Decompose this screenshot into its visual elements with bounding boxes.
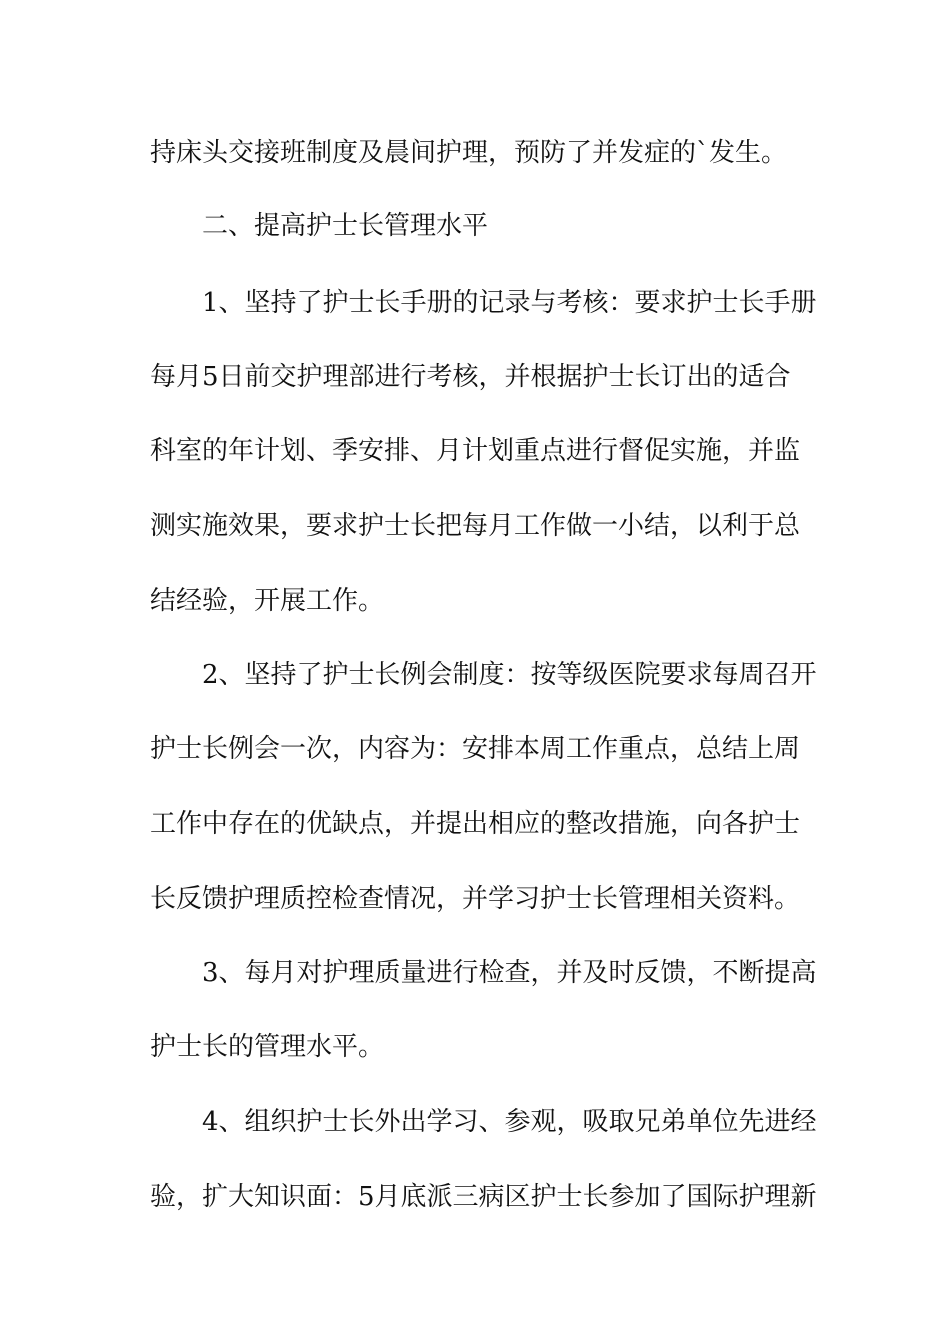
paragraph-line: 持床头交接班制度及晨间护理，预防了并发症的`发生。 [150, 138, 788, 168]
paragraph-line: 4、组织护士长外出学习、参观，吸取兄弟单位先进经 [202, 1107, 817, 1137]
paragraph-line: 护士长例会一次，内容为：安排本周工作重点，总结上周 [150, 734, 801, 764]
paragraph-line: 2、坚持了护士长例会制度：按等级医院要求每周召开 [202, 660, 817, 690]
paragraph-line: 结经验，开展工作。 [150, 586, 385, 616]
paragraph-line: 长反馈护理质控检查情况，并学习护士长管理相关资料。 [150, 884, 801, 914]
paragraph-line: 验，扩大知识面：5月底派三病区护士长参加了国际护理新 [150, 1182, 817, 1212]
paragraph-line: 测实施效果，要求护士长把每月工作做一小结，以利于总 [150, 511, 801, 541]
paragraph-line: 每月5日前交护理部进行考核，并根据护士长订出的适合 [150, 362, 791, 392]
paragraph-line: 科室的年计划、季安排、月计划重点进行督促实施，并监 [150, 436, 801, 466]
section-heading: 二、提高护士长管理水平 [202, 211, 489, 241]
paragraph-line: 护士长的管理水平。 [150, 1032, 385, 1062]
paragraph-line: 1、坚持了护士长手册的记录与考核：要求护士长手册 [202, 288, 817, 318]
paragraph-line: 工作中存在的优缺点，并提出相应的整改措施，向各护士 [150, 809, 801, 839]
paragraph-line: 3、每月对护理质量进行检查，并及时反馈，不断提高 [202, 958, 817, 988]
